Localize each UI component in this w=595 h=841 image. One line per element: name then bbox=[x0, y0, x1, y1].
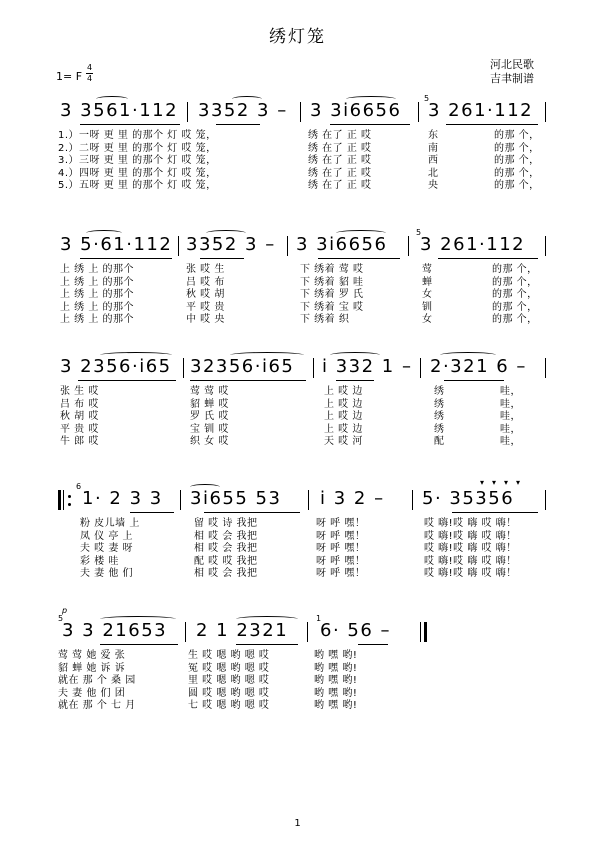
measure: 2 1 2321 bbox=[196, 620, 289, 641]
measure: i 332 1 – bbox=[322, 356, 413, 377]
barline bbox=[420, 358, 421, 378]
lyric-line: 彩 楼 哇 配 哎 哎 我把 呀 呼 嘿！ 哎 嗨!哎 嗨 哎 嗨！ bbox=[80, 555, 517, 567]
grace-note: 5 bbox=[416, 228, 422, 237]
grace-note: 5 bbox=[424, 94, 430, 103]
lyric-line: 上 绣 上 的那个 张 哎 生 下 绣着 莺 哎 莺 的那 个， bbox=[60, 264, 538, 275]
lyric-line: 貂 蝉 她 诉 诉 冤 哎 嗯 哟 嗯 哎 哟 嘿 哟! bbox=[58, 662, 358, 674]
slur bbox=[440, 352, 496, 358]
slur bbox=[232, 96, 262, 102]
barline bbox=[185, 622, 186, 642]
slur bbox=[230, 352, 304, 358]
lyric-line: 上 绣 上 的那个 吕 哎 布 下 绣着 貂 哇 蝉 的那 个， bbox=[60, 276, 538, 288]
lyric-line: 张 生 哎 莺 莺 哎 上 哎 边 绣 哇， bbox=[60, 386, 521, 397]
lyric-line: 2.）二呀 更 里 的那个 灯 哎 笼， 绣 在了 正 哎 南 的那 个， bbox=[58, 142, 540, 154]
song-title: 绣灯笼 bbox=[269, 27, 326, 47]
source-label: 河北民歌 bbox=[490, 58, 534, 71]
grace-note: 5 bbox=[58, 614, 64, 623]
underline bbox=[336, 380, 374, 381]
barline bbox=[545, 490, 546, 510]
barline bbox=[420, 622, 421, 642]
measure: 3352 3 – bbox=[198, 100, 288, 121]
measure: 3 3i6656 bbox=[310, 100, 402, 121]
lyric-line: 5.）五呀 更 里 的那个 灯 哎 笼， 绣 在了 正 哎 央 的那 个， bbox=[58, 180, 540, 192]
measure: 3 2356·i65 bbox=[60, 356, 172, 377]
barline bbox=[178, 236, 179, 256]
lyric-line: 夫 哎 妻 呀 相 哎 会 我把 呀 呼 嘿！ 哎 嗨!哎 嗨 哎 嗨！ bbox=[80, 543, 517, 555]
measure: 1· 2 3 3 bbox=[82, 488, 163, 509]
page-number: 1 bbox=[294, 818, 301, 829]
key-signature: 1= F bbox=[56, 70, 83, 83]
underline bbox=[358, 644, 388, 645]
lyric-line: 4.）四呀 更 里 的那个 灯 哎 笼， 绣 在了 正 哎 北 的那 个， bbox=[58, 167, 540, 179]
meter-bottom: 4 bbox=[86, 74, 93, 83]
lyric-line: 1.）一呀 更 里 的那个 灯 哎 笼， 绣 在了 正 哎 东 的那 个， bbox=[58, 130, 540, 141]
barline bbox=[545, 358, 546, 378]
lyric-line: 上 绣 上 的那个 中 哎 央 下 绣着 织 女 的那 个， bbox=[60, 314, 538, 326]
barline bbox=[545, 102, 546, 122]
barline bbox=[408, 236, 409, 256]
underline bbox=[78, 380, 176, 381]
slur bbox=[346, 96, 396, 102]
lyric-block bbox=[60, 386, 521, 449]
lyric-line: 平 贵 哎 宝 钏 哎 上 哎 边 绣 哇， bbox=[60, 423, 521, 435]
meter-top: 4 bbox=[86, 63, 93, 72]
barline bbox=[300, 102, 301, 122]
underline bbox=[80, 258, 172, 259]
lyric-line: 夫 妻 他 们 相 哎 会 我把 呀 呼 嘿！ 哎 嗨!哎 嗨 哎 嗨！ bbox=[80, 568, 517, 580]
grace-note: 6 bbox=[76, 482, 82, 491]
barline bbox=[187, 102, 188, 122]
barline bbox=[418, 102, 419, 122]
barline bbox=[313, 358, 314, 378]
lyric-block bbox=[60, 264, 538, 327]
measure: 3 3561·112 bbox=[60, 100, 179, 121]
slur bbox=[330, 352, 380, 358]
measure: 3i655 53 bbox=[190, 488, 282, 509]
repeat-dot bbox=[68, 495, 71, 498]
measure: 32356·i65 bbox=[190, 356, 295, 377]
underline bbox=[330, 124, 410, 125]
barline bbox=[287, 236, 288, 256]
underline bbox=[80, 124, 180, 125]
slur bbox=[236, 616, 298, 622]
repeat-dot bbox=[68, 503, 71, 506]
slur bbox=[86, 230, 122, 236]
time-signature bbox=[86, 64, 93, 83]
lyric-line: 上 绣 上 的那个 平 哎 贵 下 绣着 宝 哎 钏 的那 个， bbox=[60, 301, 538, 313]
repeat-barline bbox=[58, 490, 61, 510]
accent-marks: ▾▾▾▾ bbox=[480, 478, 529, 487]
lyric-line: 就在 那 个 桑 园 里 哎 嗯 哟 嗯 哎 哟 嘿 哟! bbox=[58, 675, 358, 687]
slur bbox=[190, 484, 220, 490]
underline bbox=[438, 258, 538, 259]
barline bbox=[307, 622, 308, 642]
measure: 3 3 21653 bbox=[62, 620, 168, 641]
measure: 5· 35356 bbox=[422, 488, 515, 509]
final-barline bbox=[424, 622, 427, 642]
slur bbox=[336, 230, 386, 236]
underline bbox=[236, 644, 298, 645]
barline bbox=[545, 236, 546, 256]
measure: 3 261·112 bbox=[428, 100, 534, 121]
lyric-line: 上 绣 上 的那个 秋 哎 胡 下 绣着 罗 氏 女 的那 个， bbox=[60, 289, 538, 301]
underline bbox=[100, 644, 178, 645]
measure: i 3 2 – bbox=[320, 488, 385, 509]
underline bbox=[204, 512, 300, 513]
barline bbox=[180, 490, 181, 510]
lyric-block bbox=[58, 130, 540, 193]
slur bbox=[100, 616, 176, 622]
measure: 3 261·112 bbox=[420, 234, 526, 255]
underline bbox=[318, 258, 400, 259]
lyric-line: 3.）三呀 更 里 的那个 灯 哎 笼， 绣 在了 正 哎 西 的那 个， bbox=[58, 155, 540, 167]
slur bbox=[206, 230, 246, 236]
lyric-block bbox=[80, 518, 517, 581]
underline bbox=[444, 380, 504, 381]
barline bbox=[412, 490, 413, 510]
barline bbox=[308, 490, 309, 510]
measure: 3 3i6656 bbox=[296, 234, 388, 255]
slur bbox=[96, 96, 128, 102]
measure: 3352 3 – bbox=[186, 234, 276, 255]
barline bbox=[183, 358, 184, 378]
slur bbox=[100, 352, 172, 358]
lyric-line: 牛 郎 哎 织 女 哎 天 哎 河 配 哇， bbox=[60, 436, 521, 448]
repeat-barline bbox=[63, 490, 64, 510]
credits bbox=[490, 58, 534, 86]
lyric-line: 夫 妻 他 们 团 圆 哎 嗯 哟 嗯 哎 哟 嘿 哟! bbox=[58, 687, 358, 699]
lyric-line: 秋 胡 哎 罗 氏 哎 上 哎 边 绣 哇， bbox=[60, 411, 521, 423]
measure: 2·321 6 – bbox=[430, 356, 527, 377]
underline bbox=[130, 512, 174, 513]
underline bbox=[452, 512, 538, 513]
grace-note: 1 bbox=[316, 614, 322, 623]
underline bbox=[200, 258, 244, 259]
lyric-line: 粉 皮儿墙 上 留 哎 诗 我把 呀 呼 嘿！ 哎 嗨!哎 嗨 哎 嗨！ bbox=[80, 518, 517, 529]
lyric-block bbox=[58, 650, 358, 713]
measure: 3 5·61·112 bbox=[60, 234, 173, 255]
underline bbox=[190, 380, 306, 381]
underline bbox=[446, 124, 538, 125]
underline bbox=[216, 124, 260, 125]
lyric-line: 吕 布 哎 貂 蝉 哎 上 哎 边 绣 哇， bbox=[60, 398, 521, 410]
lyric-line: 凤 仪 亭 上 相 哎 会 我把 呀 呼 嘿！ 哎 嗨!哎 嗨 哎 嗨！ bbox=[80, 530, 517, 542]
lyric-line: 莺 莺 她 爱 张 生 哎 嗯 哟 嗯 哎 哟 嘿 哟! bbox=[58, 650, 358, 661]
measure: 6· 56 – bbox=[320, 620, 392, 641]
arranger-label: 吉聿制谱 bbox=[490, 72, 534, 85]
lyric-line: 就在 那 个 七 月 七 哎 嗯 哟 嗯 哎 哟 嘿 哟! bbox=[58, 700, 358, 712]
dynamic-marking: p bbox=[62, 606, 68, 615]
